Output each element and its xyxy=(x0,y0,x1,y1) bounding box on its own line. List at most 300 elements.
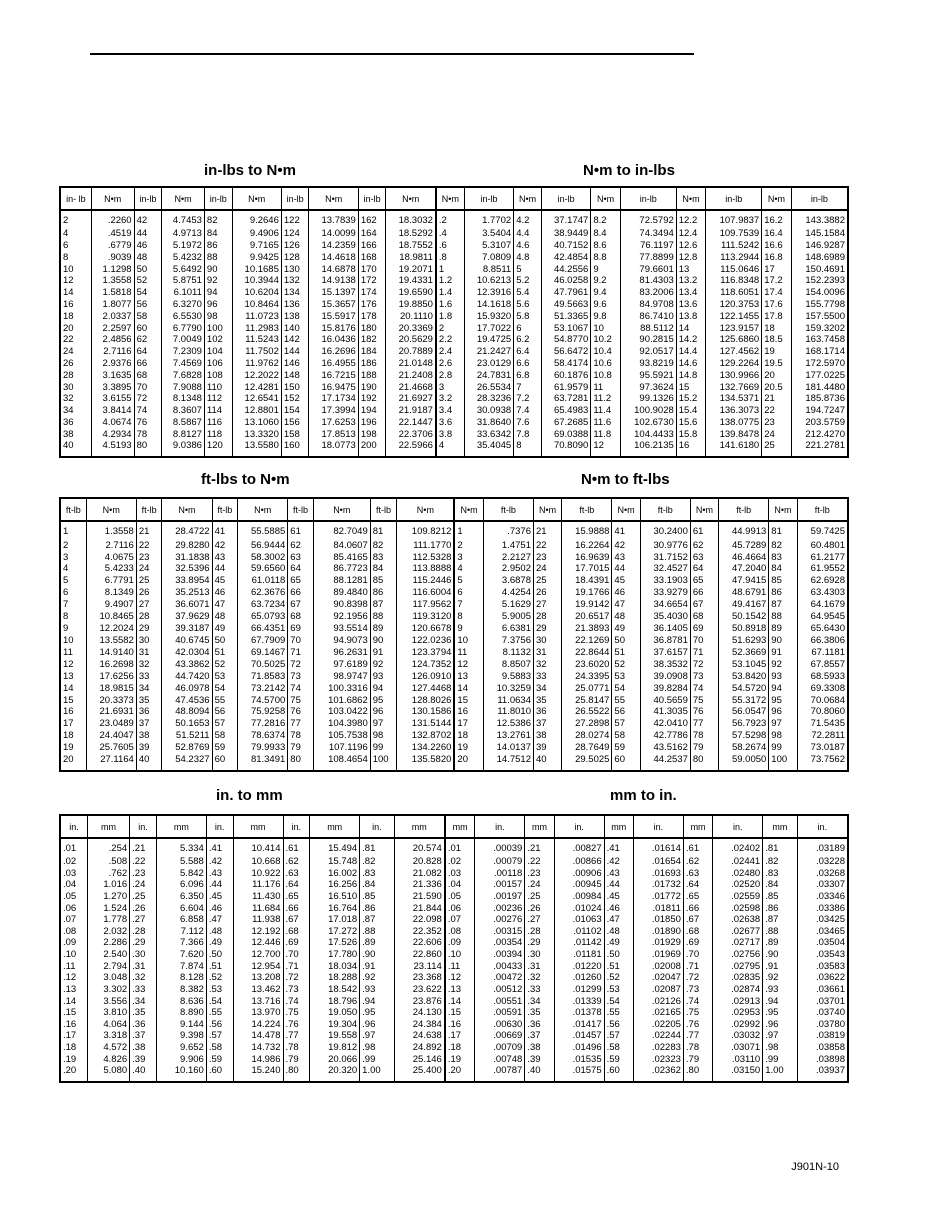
table-cell: 4.2 xyxy=(514,210,542,229)
table-cell: .53 xyxy=(604,985,633,997)
table-cell: .508 xyxy=(87,857,129,869)
table-cell: 48 xyxy=(612,612,640,624)
table-cell: 8.8511 xyxy=(464,265,513,277)
table-cell: .00669 xyxy=(475,1031,525,1043)
table-cell: 18.4391 xyxy=(562,576,612,588)
table-cell: 92 xyxy=(769,660,797,672)
table-cell: 24.892 xyxy=(394,1043,445,1055)
table-cell: 37.1747 xyxy=(541,210,590,229)
table-cell: 11.684 xyxy=(233,904,283,916)
table-cell: .80 xyxy=(683,1066,712,1082)
table-cell: .46 xyxy=(604,904,633,916)
table-cell: 21.2427 xyxy=(464,347,513,359)
table-cell: 24 xyxy=(136,564,162,576)
table-cell: 16.9475 xyxy=(309,383,358,395)
table-cell: 43.3862 xyxy=(162,660,212,672)
table-cell: 1.00 xyxy=(360,1066,394,1082)
table-cell: 70 xyxy=(288,636,314,648)
table-cell: 93.5514 xyxy=(313,624,370,636)
table-cell: 13.4 xyxy=(676,288,705,300)
table-cell: .87 xyxy=(763,915,797,927)
column-header: N•m xyxy=(769,498,797,521)
table-cell: 12.6541 xyxy=(232,394,281,406)
table-cell: 23.368 xyxy=(394,973,445,985)
table-cell: 18.542 xyxy=(310,985,360,997)
table-cell: 41.3035 xyxy=(640,707,690,719)
table-cell: 4.064 xyxy=(87,1020,129,1032)
table-cell: 10.4 xyxy=(591,347,620,359)
table-cell: 60 xyxy=(612,755,640,771)
table-cell: 74.3494 xyxy=(620,229,676,241)
table-cell: 15.8176 xyxy=(309,324,358,336)
table-cell: 85 xyxy=(769,576,797,588)
table-cell: 10 xyxy=(60,265,91,277)
table-cell: .03661 xyxy=(797,985,848,997)
table-cell: .76 xyxy=(683,1020,712,1032)
table-cell: 7.0049 xyxy=(162,335,205,347)
table-cell: .60 xyxy=(206,1066,233,1082)
table-cell: .01378 xyxy=(554,1008,604,1020)
table-cell: 28.4722 xyxy=(162,521,212,541)
table-cell: .83 xyxy=(763,869,797,881)
table-cell: .02087 xyxy=(633,985,683,997)
column-header: mm xyxy=(445,815,475,838)
table-cell: .86 xyxy=(360,904,394,916)
table-cell: .62 xyxy=(683,857,712,869)
table-cell: .02 xyxy=(60,857,87,869)
table-cell: 26 xyxy=(60,359,91,371)
table-cell: 21.6931 xyxy=(86,707,136,719)
table-cell: 64 xyxy=(288,564,314,576)
table-cell: 18.0773 xyxy=(309,441,358,457)
table-cell: 8.2 xyxy=(591,210,620,229)
table-cell: 9 xyxy=(60,624,86,636)
table-cell: 88 xyxy=(370,612,397,624)
table-cell: .21 xyxy=(525,838,554,857)
table-cell: 87 xyxy=(370,600,397,612)
table-cell: 18.9815 xyxy=(86,684,136,696)
table-cell: 39 xyxy=(533,743,561,755)
table-cell: 36.6071 xyxy=(162,600,212,612)
table-cell: .63 xyxy=(683,869,712,881)
table-cell: .88 xyxy=(763,927,797,939)
table-cell: .01890 xyxy=(633,927,683,939)
table-cell: 12.8801 xyxy=(232,406,281,418)
table-cell: .85 xyxy=(360,892,394,904)
table-cell: 15.240 xyxy=(233,1066,283,1082)
table-cell: .02598 xyxy=(713,904,763,916)
table-cell: 5.2 xyxy=(514,276,542,288)
table-cell: 26.5534 xyxy=(464,383,513,395)
table-cell: 70.8090 xyxy=(541,441,590,457)
table-cell: 6.7791 xyxy=(86,576,136,588)
table-cell: 34 xyxy=(136,684,162,696)
table-cell: 42.7786 xyxy=(640,731,690,743)
table-cell: 52.8769 xyxy=(162,743,212,755)
table-cell: 20.320 xyxy=(310,1066,360,1082)
table-cell: .02795 xyxy=(713,962,763,974)
table-cell: .96 xyxy=(360,1020,394,1032)
table-cell: 37 xyxy=(533,719,561,731)
table-cell: 112 xyxy=(204,394,232,406)
table-cell: 5.1629 xyxy=(483,600,533,612)
column-header: N•m xyxy=(313,498,370,521)
table-cell: .10 xyxy=(445,950,475,962)
column-header: in-lb xyxy=(464,187,513,210)
table-cell: .41 xyxy=(604,838,633,857)
table-cell: .98 xyxy=(360,1043,394,1055)
table-cell: 12.2024 xyxy=(86,624,136,636)
table-cell: 14 xyxy=(676,324,705,336)
table-cell: .96 xyxy=(763,1020,797,1032)
table-cell: 12.954 xyxy=(233,962,283,974)
table-cell: 45 xyxy=(612,576,640,588)
table-cell: 14.6878 xyxy=(309,265,358,277)
table-cell: 40.7152 xyxy=(541,241,590,253)
table-cell: 10.922 xyxy=(233,869,283,881)
table-cell: .33 xyxy=(130,985,157,997)
table-cell: 19 xyxy=(454,743,483,755)
table-cell: 82.7049 xyxy=(313,521,370,541)
table-cell: .03 xyxy=(445,869,475,881)
table-cell: 4.0675 xyxy=(86,553,136,565)
table-cell: 92.0517 xyxy=(620,347,676,359)
table-cell: .00630 xyxy=(475,1020,525,1032)
table-cell: 138.0775 xyxy=(706,418,762,430)
table-cell: 4.0674 xyxy=(91,418,134,430)
table-cell: 138 xyxy=(281,312,309,324)
top-rule xyxy=(90,53,694,55)
table-cell: 44 xyxy=(134,229,162,241)
table-cell: 17.6253 xyxy=(309,418,358,430)
table-cell: 58.3002 xyxy=(238,553,288,565)
table-cell: .6779 xyxy=(91,241,134,253)
table-cell: 36.1405 xyxy=(640,624,690,636)
table-cell: 6.096 xyxy=(156,880,206,892)
table-cell: 17 xyxy=(762,265,791,277)
table-cell: 130.1586 xyxy=(397,707,455,719)
table-cell: 56.0547 xyxy=(719,707,769,719)
table-cell: 17.6256 xyxy=(86,672,136,684)
table-cell: 19.050 xyxy=(310,1008,360,1020)
table-cell: 50 xyxy=(212,636,238,648)
table-cell: 13.462 xyxy=(233,985,283,997)
column-header: in. xyxy=(554,815,604,838)
table-cell: .02047 xyxy=(633,973,683,985)
table-cell: 55 xyxy=(212,696,238,708)
table-cell: 17.4 xyxy=(762,288,791,300)
table-cell: .03346 xyxy=(797,892,848,904)
table-cell: .41 xyxy=(206,838,233,857)
table-cell: 21.0148 xyxy=(386,359,436,371)
table-cell: .33 xyxy=(525,985,554,997)
table-cell: .02835 xyxy=(713,973,763,985)
title-nm-to-ft-lbs: N•m to ft-lbs xyxy=(581,471,670,488)
table-cell: 7.366 xyxy=(156,938,206,950)
table-cell: 152 xyxy=(281,394,309,406)
table-cell: 3.8 xyxy=(436,430,464,442)
table-cell: 77 xyxy=(690,719,718,731)
table-cell: 34.6654 xyxy=(640,600,690,612)
table-cell: 12 xyxy=(591,441,620,457)
table-cell: .36 xyxy=(525,1020,554,1032)
table-cell: 6 xyxy=(514,324,542,336)
table-cell: .14 xyxy=(445,997,475,1009)
table-cell: .01654 xyxy=(633,857,683,869)
table-cell: 95.5921 xyxy=(620,371,676,383)
table-cell: 22.606 xyxy=(394,938,445,950)
torque-ft-lb-table xyxy=(59,497,849,772)
table-cell: .13 xyxy=(60,985,87,997)
table-cell: 9.652 xyxy=(156,1043,206,1055)
table-cell: 194 xyxy=(358,406,386,418)
table-cell: 11.6 xyxy=(591,418,620,430)
table-cell: .91 xyxy=(360,962,394,974)
table-cell: 50 xyxy=(134,265,162,277)
table-cell: 158 xyxy=(281,430,309,442)
table-cell: .00394 xyxy=(475,950,525,962)
table-cell: 19.558 xyxy=(310,1031,360,1043)
table-cell: 57.5298 xyxy=(719,731,769,743)
table-cell: 20.3373 xyxy=(86,696,136,708)
table-cell: 16.6 xyxy=(762,241,791,253)
table-cell: .99 xyxy=(763,1055,797,1067)
table-cell: 3 xyxy=(60,553,86,565)
table-cell: .53 xyxy=(206,985,233,997)
table-cell: 58 xyxy=(612,731,640,743)
table-cell: 134.5371 xyxy=(706,394,762,406)
table-cell: 8.128 xyxy=(156,973,206,985)
table-cell: 67.2685 xyxy=(541,418,590,430)
column-header: N•m xyxy=(86,498,136,521)
table-cell: 44.2537 xyxy=(640,755,690,771)
table-cell: .02283 xyxy=(633,1043,683,1055)
table-cell: .02244 xyxy=(633,1031,683,1043)
table-cell: .02913 xyxy=(713,997,763,1009)
column-header: in-lb xyxy=(791,187,848,210)
table-cell: .03898 xyxy=(797,1055,848,1067)
column-header: N•m xyxy=(454,498,483,521)
table-cell: 192 xyxy=(358,394,386,406)
table-cell: 5.9005 xyxy=(483,612,533,624)
table-cell: .17 xyxy=(445,1031,475,1043)
table-cell: 128.8026 xyxy=(397,696,455,708)
table-cell: 84 xyxy=(769,564,797,576)
table-cell: .04 xyxy=(60,880,87,892)
column-header: in- lb xyxy=(60,187,91,210)
table-cell: 5 xyxy=(60,576,86,588)
table-cell: 15.748 xyxy=(310,857,360,869)
table-cell: 6.2 xyxy=(514,335,542,347)
table-cell: 62 xyxy=(134,335,162,347)
table-cell: 28 xyxy=(136,612,162,624)
table-cell: 64 xyxy=(134,347,162,359)
table-cell: 159.3202 xyxy=(791,324,848,336)
table-cell: 110 xyxy=(204,383,232,395)
table-cell: 69.0388 xyxy=(541,430,590,442)
table-cell: 56.7923 xyxy=(719,719,769,731)
table-cell: 134 xyxy=(281,288,309,300)
table-cell: .45 xyxy=(206,892,233,904)
table-cell: 20 xyxy=(454,755,483,771)
table-cell: .34 xyxy=(130,997,157,1009)
column-header: N•m xyxy=(676,187,705,210)
table-cell: 5 xyxy=(454,576,483,588)
table-cell: 33.1903 xyxy=(640,576,690,588)
table-cell: 135.5820 xyxy=(397,755,455,771)
table-cell: 7.112 xyxy=(156,927,206,939)
table-cell: 174 xyxy=(358,288,386,300)
table-cell: 22.3706 xyxy=(386,430,436,442)
table-cell: .89 xyxy=(763,938,797,950)
table-cell: 20.5 xyxy=(762,383,791,395)
table-cell: .85 xyxy=(763,892,797,904)
column-header: ft-lb xyxy=(797,498,848,521)
table-cell: .02992 xyxy=(713,1020,763,1032)
table-cell: 5 xyxy=(514,265,542,277)
table-cell: 19.4725 xyxy=(464,335,513,347)
table-cell: 75.9258 xyxy=(238,707,288,719)
table-cell: .88 xyxy=(360,927,394,939)
table-cell: .03386 xyxy=(797,904,848,916)
table-cell: 30.9776 xyxy=(640,541,690,553)
table-cell: 19.8850 xyxy=(386,300,436,312)
table-cell: 11.4 xyxy=(591,406,620,418)
table-cell: 10.3944 xyxy=(232,276,281,288)
column-header: mm xyxy=(683,815,712,838)
table-cell: 100.3316 xyxy=(313,684,370,696)
table-cell: 36 xyxy=(533,707,561,719)
table-cell: 77.2816 xyxy=(238,719,288,731)
table-cell: 57 xyxy=(212,719,238,731)
table-cell: 53 xyxy=(212,672,238,684)
table-cell: 16.7215 xyxy=(309,371,358,383)
table-cell: 7.8 xyxy=(514,430,542,442)
table-cell: .75 xyxy=(683,1008,712,1020)
table-cell: 90.2815 xyxy=(620,335,676,347)
table-cell: 49 xyxy=(212,624,238,636)
table-cell: .08 xyxy=(445,927,475,939)
table-cell: 10.2 xyxy=(591,335,620,347)
table-cell: .00551 xyxy=(475,997,525,1009)
table-cell: 122.1455 xyxy=(706,312,762,324)
table-cell: 10.6 xyxy=(591,359,620,371)
table-cell: .77 xyxy=(683,1031,712,1043)
table-cell: 4 xyxy=(60,229,91,241)
table-cell: .30 xyxy=(525,950,554,962)
table-cell: .69 xyxy=(683,938,712,950)
table-cell: 63 xyxy=(690,553,718,565)
table-cell: 6 xyxy=(60,588,86,600)
table-cell: .50 xyxy=(206,950,233,962)
table-cell: 113.2944 xyxy=(706,253,762,265)
table-cell: .01850 xyxy=(633,915,683,927)
table-cell: 4 xyxy=(436,441,464,457)
table-cell: .97 xyxy=(360,1031,394,1043)
table-cell: 2 xyxy=(436,324,464,336)
table-cell: .64 xyxy=(683,880,712,892)
table-cell: 5.080 xyxy=(87,1066,129,1082)
table-cell: 64.9545 xyxy=(797,612,848,624)
table-cell: 5.8751 xyxy=(162,276,205,288)
table-cell: 68 xyxy=(288,612,314,624)
table-cell: .09 xyxy=(60,938,87,950)
table-cell: 12.5386 xyxy=(483,719,533,731)
table-cell: 24.130 xyxy=(394,1008,445,1020)
table-cell: 1.7702 xyxy=(464,210,513,229)
table-cell: 14.224 xyxy=(233,1020,283,1032)
table-cell: 7 xyxy=(454,600,483,612)
table-cell: 46.4664 xyxy=(719,553,769,565)
table-cell: 5.4 xyxy=(514,288,542,300)
table-cell: 4.4254 xyxy=(483,588,533,600)
table-cell: 2 xyxy=(60,541,86,553)
table-cell: 16.4955 xyxy=(309,359,358,371)
table-cell: 8.636 xyxy=(156,997,206,1009)
table-row xyxy=(60,838,848,857)
table-cell: 12.4281 xyxy=(232,383,281,395)
table-cell: .00039 xyxy=(475,838,525,857)
table-cell: .79 xyxy=(683,1055,712,1067)
table-cell: .51 xyxy=(604,962,633,974)
table-cell: 18.3032 xyxy=(386,210,436,229)
table-cell: 10.1685 xyxy=(232,265,281,277)
table-cell: .78 xyxy=(683,1043,712,1055)
table-cell: .06 xyxy=(445,904,475,916)
table-cell: 81 xyxy=(370,521,397,541)
table-cell: 54.2327 xyxy=(162,755,212,771)
table-cell: 8.8507 xyxy=(483,660,533,672)
table-cell: 39.8284 xyxy=(640,684,690,696)
table-cell: .762 xyxy=(87,869,129,881)
column-header: in. xyxy=(283,815,310,838)
table-cell: 150 xyxy=(281,383,309,395)
table-cell: 1.1298 xyxy=(91,265,134,277)
table-cell: 86 xyxy=(204,241,232,253)
table-cell: .28 xyxy=(525,927,554,939)
table-cell: .4 xyxy=(436,229,464,241)
table-cell: 17.7015 xyxy=(562,564,612,576)
column-header: in. xyxy=(60,815,87,838)
table-cell: 21.590 xyxy=(394,892,445,904)
table-cell: 26 xyxy=(136,588,162,600)
table-cell: .00709 xyxy=(475,1043,525,1055)
table-cell: 60 xyxy=(212,755,238,771)
table-cell: 8.4 xyxy=(591,229,620,241)
table-cell: .00591 xyxy=(475,1008,525,1020)
table-cell: 76 xyxy=(134,418,162,430)
table-cell: 100 xyxy=(204,324,232,336)
table-cell: 72 xyxy=(690,660,718,672)
table-cell: 13 xyxy=(454,672,483,684)
table-cell: 72 xyxy=(134,394,162,406)
table-cell: 61.0118 xyxy=(238,576,288,588)
table-cell: 67 xyxy=(690,600,718,612)
table-cell: .03937 xyxy=(797,1066,848,1082)
table-cell: 55.3172 xyxy=(719,696,769,708)
table-cell: 16.764 xyxy=(310,904,360,916)
table-cell: 3.048 xyxy=(87,973,129,985)
table-cell: 4.6 xyxy=(514,241,542,253)
table-cell: 132.7669 xyxy=(706,383,762,395)
table-cell: 131.5144 xyxy=(397,719,455,731)
table-cell: 6.6381 xyxy=(483,624,533,636)
table-cell: 62.3676 xyxy=(238,588,288,600)
table-cell: .81 xyxy=(360,838,394,857)
table-cell: 39.3187 xyxy=(162,624,212,636)
table-cell: .82 xyxy=(763,857,797,869)
table-cell: 58.2674 xyxy=(719,743,769,755)
